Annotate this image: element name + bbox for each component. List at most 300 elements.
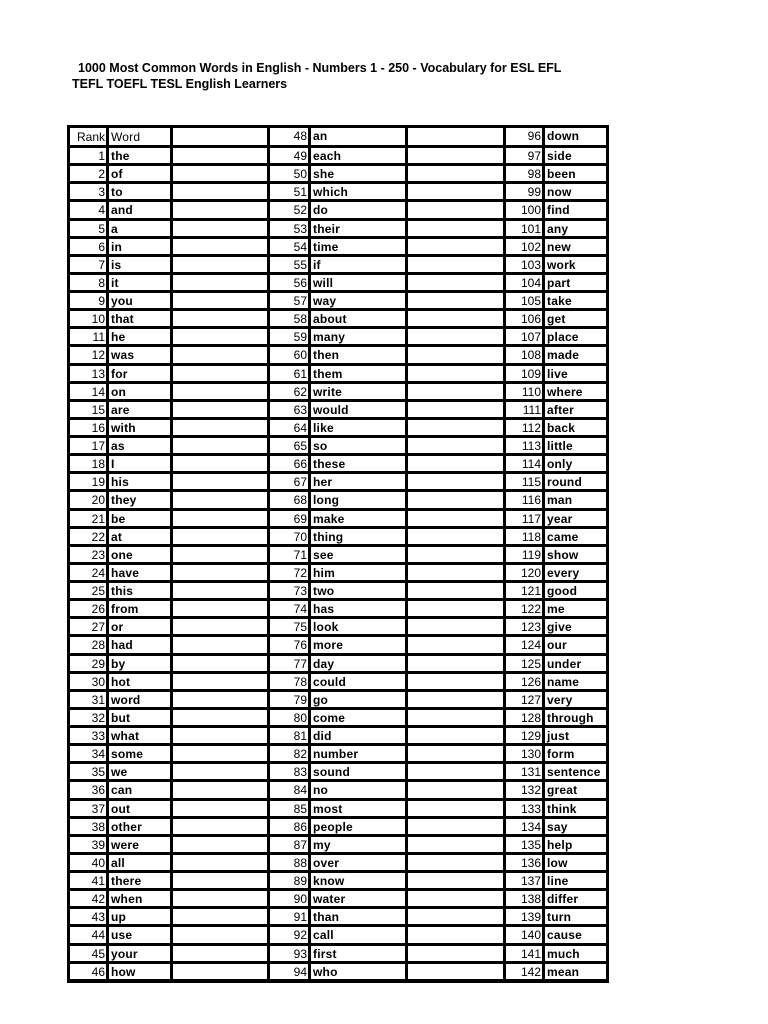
word-cell: with bbox=[109, 420, 170, 438]
blank-cell bbox=[173, 873, 270, 891]
blank-cell bbox=[408, 221, 506, 239]
rank-cell: 19 bbox=[70, 474, 106, 492]
word-cell: if bbox=[311, 257, 405, 275]
blank-cell bbox=[408, 674, 506, 692]
rank-cell: 13 bbox=[70, 366, 106, 384]
word-cell: thing bbox=[311, 529, 405, 547]
rank-cell: 139 bbox=[506, 909, 542, 927]
rank-cell: 51 bbox=[270, 184, 308, 202]
blank-cell bbox=[173, 202, 270, 220]
word-cell: go bbox=[311, 692, 405, 710]
table-row bbox=[270, 511, 506, 529]
blank-cell bbox=[173, 964, 270, 982]
word-cell: man bbox=[545, 492, 606, 510]
table-row bbox=[506, 529, 606, 547]
table-row bbox=[506, 184, 606, 202]
table-row bbox=[270, 366, 506, 384]
table-row bbox=[506, 148, 606, 166]
word-cell: long bbox=[311, 492, 405, 510]
table-row bbox=[270, 128, 506, 148]
rank-cell: 62 bbox=[270, 384, 308, 402]
table-row bbox=[506, 946, 606, 964]
column-divider bbox=[170, 128, 173, 982]
word-cell: now bbox=[545, 184, 606, 202]
blank-cell bbox=[173, 511, 270, 529]
rank-cell: 70 bbox=[270, 529, 308, 547]
table-row bbox=[270, 311, 506, 329]
rank-cell: 90 bbox=[270, 891, 308, 909]
blank-cell bbox=[173, 128, 270, 148]
word-cell: give bbox=[545, 619, 606, 637]
rank-cell: 14 bbox=[70, 384, 106, 402]
blank-cell bbox=[173, 764, 270, 782]
rank-cell: 77 bbox=[270, 656, 308, 674]
rank-cell: 79 bbox=[270, 692, 308, 710]
rank-cell: 32 bbox=[70, 710, 106, 728]
rank-cell: 135 bbox=[506, 837, 542, 855]
word-cell: sentence bbox=[545, 764, 606, 782]
word-cell: as bbox=[109, 438, 170, 456]
rank-cell: 20 bbox=[70, 492, 106, 510]
word-cell: would bbox=[311, 402, 405, 420]
word-cell: look bbox=[311, 619, 405, 637]
blank-cell bbox=[173, 674, 270, 692]
rank-cell: 108 bbox=[506, 347, 542, 365]
rank-cell: 3 bbox=[70, 184, 106, 202]
blank-cell bbox=[408, 728, 506, 746]
rank-cell: 92 bbox=[270, 927, 308, 945]
table-row bbox=[506, 221, 606, 239]
word-cell: day bbox=[311, 656, 405, 674]
word-cell: she bbox=[311, 166, 405, 184]
word-cell: will bbox=[311, 275, 405, 293]
rank-cell: 54 bbox=[270, 239, 308, 257]
table-row bbox=[270, 420, 506, 438]
word-cell: was bbox=[109, 347, 170, 365]
table-row bbox=[506, 402, 606, 420]
word-cell: is bbox=[109, 257, 170, 275]
word-cell: him bbox=[311, 565, 405, 583]
rank-cell: 25 bbox=[70, 583, 106, 601]
word-cell: a bbox=[109, 221, 170, 239]
blank-cell bbox=[408, 637, 506, 655]
rank-cell: 112 bbox=[506, 420, 542, 438]
word-cell: come bbox=[311, 710, 405, 728]
rank-cell: 4 bbox=[70, 202, 106, 220]
word-cell: which bbox=[311, 184, 405, 202]
rank-cell: 97 bbox=[506, 148, 542, 166]
rank-cell: 106 bbox=[506, 311, 542, 329]
word-cell: think bbox=[545, 801, 606, 819]
rank-cell: 24 bbox=[70, 565, 106, 583]
blank-cell bbox=[408, 366, 506, 384]
word-cell: form bbox=[545, 746, 606, 764]
rank-cell: 69 bbox=[270, 511, 308, 529]
blank-cell bbox=[408, 474, 506, 492]
rank-cell: 93 bbox=[270, 946, 308, 964]
blank-cell bbox=[173, 402, 270, 420]
word-cell: this bbox=[109, 583, 170, 601]
rank-cell: 130 bbox=[506, 746, 542, 764]
word-cell: no bbox=[311, 782, 405, 800]
word-cell: you bbox=[109, 293, 170, 311]
rank-cell: 126 bbox=[506, 674, 542, 692]
word-cell: name bbox=[545, 674, 606, 692]
word-cell: much bbox=[545, 946, 606, 964]
blank-cell bbox=[408, 239, 506, 257]
word-cell: number bbox=[311, 746, 405, 764]
table-row bbox=[270, 293, 506, 311]
table-row bbox=[270, 801, 506, 819]
rank-cell: 6 bbox=[70, 239, 106, 257]
blank-cell bbox=[173, 837, 270, 855]
rank-cell: 141 bbox=[506, 946, 542, 964]
rank-cell: 66 bbox=[270, 456, 308, 474]
rank-cell: 23 bbox=[70, 547, 106, 565]
word-cell: way bbox=[311, 293, 405, 311]
rank-cell: 115 bbox=[506, 474, 542, 492]
blank-cell bbox=[408, 128, 506, 148]
word-cell: who bbox=[311, 964, 405, 982]
blank-cell bbox=[408, 909, 506, 927]
blank-cell bbox=[408, 873, 506, 891]
word-cell: me bbox=[545, 601, 606, 619]
rank-cell: 123 bbox=[506, 619, 542, 637]
table-row bbox=[506, 601, 606, 619]
rank-cell: 55 bbox=[270, 257, 308, 275]
blank-cell bbox=[173, 855, 270, 873]
rank-cell: 99 bbox=[506, 184, 542, 202]
blank-cell bbox=[408, 710, 506, 728]
blank-cell bbox=[408, 583, 506, 601]
blank-cell bbox=[173, 347, 270, 365]
rank-cell: 29 bbox=[70, 656, 106, 674]
word-cell: two bbox=[311, 583, 405, 601]
blank-cell bbox=[408, 946, 506, 964]
table-row bbox=[506, 692, 606, 710]
rank-cell: 41 bbox=[70, 873, 106, 891]
word-cell: one bbox=[109, 547, 170, 565]
word-cell: say bbox=[545, 819, 606, 837]
table-row bbox=[270, 438, 506, 456]
table-row bbox=[506, 128, 606, 148]
word-cell: through bbox=[545, 710, 606, 728]
rank-cell: 21 bbox=[70, 511, 106, 529]
blank-cell bbox=[173, 329, 270, 347]
table-row bbox=[506, 166, 606, 184]
rank-cell: 109 bbox=[506, 366, 542, 384]
rank-cell: 116 bbox=[506, 492, 542, 510]
table-row bbox=[506, 202, 606, 220]
table-row bbox=[270, 964, 506, 982]
word-cell: down bbox=[545, 128, 606, 148]
word-cell: part bbox=[545, 275, 606, 293]
word-cell: our bbox=[545, 637, 606, 655]
table-row bbox=[506, 257, 606, 275]
word-cell: so bbox=[311, 438, 405, 456]
word-cell: in bbox=[109, 239, 170, 257]
word-cell: line bbox=[545, 873, 606, 891]
rank-cell: 7 bbox=[70, 257, 106, 275]
rank-cell: 98 bbox=[506, 166, 542, 184]
blank-cell bbox=[408, 202, 506, 220]
rank-cell: 105 bbox=[506, 293, 542, 311]
rank-cell: 94 bbox=[270, 964, 308, 982]
blank-cell bbox=[408, 891, 506, 909]
word-cell: mean bbox=[545, 964, 606, 982]
table-row bbox=[270, 329, 506, 347]
table-row bbox=[506, 873, 606, 891]
rank-cell: 63 bbox=[270, 402, 308, 420]
blank-cell bbox=[173, 221, 270, 239]
rank-cell: 27 bbox=[70, 619, 106, 637]
rank-cell: 120 bbox=[506, 565, 542, 583]
rank-cell: 131 bbox=[506, 764, 542, 782]
word-cell: than bbox=[311, 909, 405, 927]
blank-cell bbox=[173, 166, 270, 184]
word-cell: year bbox=[545, 511, 606, 529]
document-title bbox=[72, 60, 712, 92]
word-cell: back bbox=[545, 420, 606, 438]
word-cell: word bbox=[109, 692, 170, 710]
word-cell: like bbox=[311, 420, 405, 438]
rank-cell: 59 bbox=[270, 329, 308, 347]
table-row bbox=[270, 619, 506, 637]
word-cell: use bbox=[109, 927, 170, 945]
table-row bbox=[506, 420, 606, 438]
table-row bbox=[270, 239, 506, 257]
rank-cell: 65 bbox=[270, 438, 308, 456]
table-row bbox=[506, 656, 606, 674]
rank-cell: 8 bbox=[70, 275, 106, 293]
table-row bbox=[270, 728, 506, 746]
rank-cell: 60 bbox=[270, 347, 308, 365]
table-row bbox=[270, 547, 506, 565]
word-cell: turn bbox=[545, 909, 606, 927]
rank-cell: 68 bbox=[270, 492, 308, 510]
word-header: Word bbox=[109, 128, 170, 148]
rank-cell: 50 bbox=[270, 166, 308, 184]
table-row bbox=[270, 275, 506, 293]
rank-cell: 67 bbox=[270, 474, 308, 492]
table-row bbox=[506, 311, 606, 329]
blank-cell bbox=[408, 166, 506, 184]
word-cell: on bbox=[109, 384, 170, 402]
word-cell: call bbox=[311, 927, 405, 945]
table-row bbox=[270, 148, 506, 166]
word-cell: it bbox=[109, 275, 170, 293]
blank-cell bbox=[173, 384, 270, 402]
rank-cell: 127 bbox=[506, 692, 542, 710]
table-row bbox=[270, 402, 506, 420]
rank-cell: 102 bbox=[506, 239, 542, 257]
rank-cell: 40 bbox=[70, 855, 106, 873]
rank-cell: 111 bbox=[506, 402, 542, 420]
blank-cell bbox=[173, 366, 270, 384]
blank-cell bbox=[173, 456, 270, 474]
column-divider bbox=[308, 128, 311, 982]
table-row bbox=[506, 909, 606, 927]
blank-cell bbox=[173, 311, 270, 329]
word-cell: could bbox=[311, 674, 405, 692]
rank-cell: 48 bbox=[270, 128, 308, 148]
table-row bbox=[506, 547, 606, 565]
table-row bbox=[270, 873, 506, 891]
word-cell: your bbox=[109, 946, 170, 964]
blank-cell bbox=[408, 148, 506, 166]
table-row bbox=[506, 619, 606, 637]
word-cell: at bbox=[109, 529, 170, 547]
rank-cell: 44 bbox=[70, 927, 106, 945]
word-cell: sound bbox=[311, 764, 405, 782]
table-row bbox=[270, 656, 506, 674]
blank-cell bbox=[408, 547, 506, 565]
word-cell: up bbox=[109, 909, 170, 927]
word-cell: had bbox=[109, 637, 170, 655]
word-cell: did bbox=[311, 728, 405, 746]
rank-cell: 107 bbox=[506, 329, 542, 347]
table-row bbox=[270, 710, 506, 728]
word-cell: the bbox=[109, 148, 170, 166]
rank-cell: 11 bbox=[70, 329, 106, 347]
word-cell: about bbox=[311, 311, 405, 329]
word-cell: them bbox=[311, 366, 405, 384]
rank-cell: 114 bbox=[506, 456, 542, 474]
table-row bbox=[506, 583, 606, 601]
word-cell: live bbox=[545, 366, 606, 384]
table-row bbox=[270, 202, 506, 220]
word-column-1 bbox=[70, 128, 270, 982]
rank-cell: 52 bbox=[270, 202, 308, 220]
word-cell: out bbox=[109, 801, 170, 819]
rank-cell: 89 bbox=[270, 873, 308, 891]
blank-cell bbox=[408, 420, 506, 438]
word-cell: side bbox=[545, 148, 606, 166]
rank-cell: 100 bbox=[506, 202, 542, 220]
word-cell: where bbox=[545, 384, 606, 402]
table-row bbox=[506, 456, 606, 474]
blank-cell bbox=[408, 511, 506, 529]
blank-cell bbox=[173, 946, 270, 964]
rank-cell: 74 bbox=[270, 601, 308, 619]
table-row bbox=[270, 782, 506, 800]
rank-cell: 12 bbox=[70, 347, 106, 365]
word-cell: good bbox=[545, 583, 606, 601]
word-cell: great bbox=[545, 782, 606, 800]
blank-cell bbox=[408, 692, 506, 710]
word-cell: we bbox=[109, 764, 170, 782]
word-column-3 bbox=[506, 128, 606, 982]
rank-cell: 28 bbox=[70, 637, 106, 655]
rank-cell: 16 bbox=[70, 420, 106, 438]
word-cell: to bbox=[109, 184, 170, 202]
word-cell: make bbox=[311, 511, 405, 529]
rank-cell: 39 bbox=[70, 837, 106, 855]
blank-cell bbox=[173, 819, 270, 837]
rank-cell: 61 bbox=[270, 366, 308, 384]
blank-cell bbox=[408, 746, 506, 764]
rank-cell: 45 bbox=[70, 946, 106, 964]
word-cell: help bbox=[545, 837, 606, 855]
blank-cell bbox=[408, 456, 506, 474]
word-cell: by bbox=[109, 656, 170, 674]
word-cell: after bbox=[545, 402, 606, 420]
word-cell: but bbox=[109, 710, 170, 728]
word-cell: work bbox=[545, 257, 606, 275]
blank-cell bbox=[408, 619, 506, 637]
word-cell: have bbox=[109, 565, 170, 583]
rank-cell: 56 bbox=[270, 275, 308, 293]
table-row bbox=[506, 384, 606, 402]
word-cell: all bbox=[109, 855, 170, 873]
column-divider bbox=[405, 128, 408, 982]
word-cell: then bbox=[311, 347, 405, 365]
table-row bbox=[506, 710, 606, 728]
rank-cell: 10 bbox=[70, 311, 106, 329]
rank-cell: 37 bbox=[70, 801, 106, 819]
rank-cell: 91 bbox=[270, 909, 308, 927]
word-cell: first bbox=[311, 946, 405, 964]
table-row bbox=[270, 909, 506, 927]
rank-cell: 88 bbox=[270, 855, 308, 873]
word-cell: their bbox=[311, 221, 405, 239]
word-cell: just bbox=[545, 728, 606, 746]
table-row bbox=[506, 964, 606, 982]
table-row bbox=[506, 855, 606, 873]
blank-cell bbox=[408, 184, 506, 202]
blank-cell bbox=[173, 710, 270, 728]
rank-cell: 75 bbox=[270, 619, 308, 637]
word-cell: differ bbox=[545, 891, 606, 909]
table-row bbox=[506, 891, 606, 909]
table-row bbox=[506, 637, 606, 655]
blank-cell bbox=[408, 964, 506, 982]
word-cell: every bbox=[545, 565, 606, 583]
blank-cell bbox=[173, 293, 270, 311]
rank-cell: 103 bbox=[506, 257, 542, 275]
word-cell: been bbox=[545, 166, 606, 184]
rank-cell: 64 bbox=[270, 420, 308, 438]
word-cell: write bbox=[311, 384, 405, 402]
word-cell: an bbox=[311, 128, 405, 148]
table-row bbox=[506, 837, 606, 855]
word-cell: time bbox=[311, 239, 405, 257]
word-cell: only bbox=[545, 456, 606, 474]
table-row bbox=[270, 257, 506, 275]
word-cell: how bbox=[109, 964, 170, 982]
table-row bbox=[506, 764, 606, 782]
rank-cell: 104 bbox=[506, 275, 542, 293]
rank-cell: 36 bbox=[70, 782, 106, 800]
word-cell: low bbox=[545, 855, 606, 873]
rank-cell: 35 bbox=[70, 764, 106, 782]
table-row bbox=[506, 927, 606, 945]
rank-cell: 5 bbox=[70, 221, 106, 239]
table-row bbox=[270, 166, 506, 184]
word-table bbox=[67, 125, 609, 983]
blank-cell bbox=[173, 492, 270, 510]
word-cell: or bbox=[109, 619, 170, 637]
table-row bbox=[506, 801, 606, 819]
blank-cell bbox=[408, 311, 506, 329]
word-column-2 bbox=[270, 128, 506, 982]
word-cell: there bbox=[109, 873, 170, 891]
rank-cell: 78 bbox=[270, 674, 308, 692]
rank-cell: 49 bbox=[270, 148, 308, 166]
blank-cell bbox=[408, 837, 506, 855]
rank-cell: 72 bbox=[270, 565, 308, 583]
table-row bbox=[270, 221, 506, 239]
